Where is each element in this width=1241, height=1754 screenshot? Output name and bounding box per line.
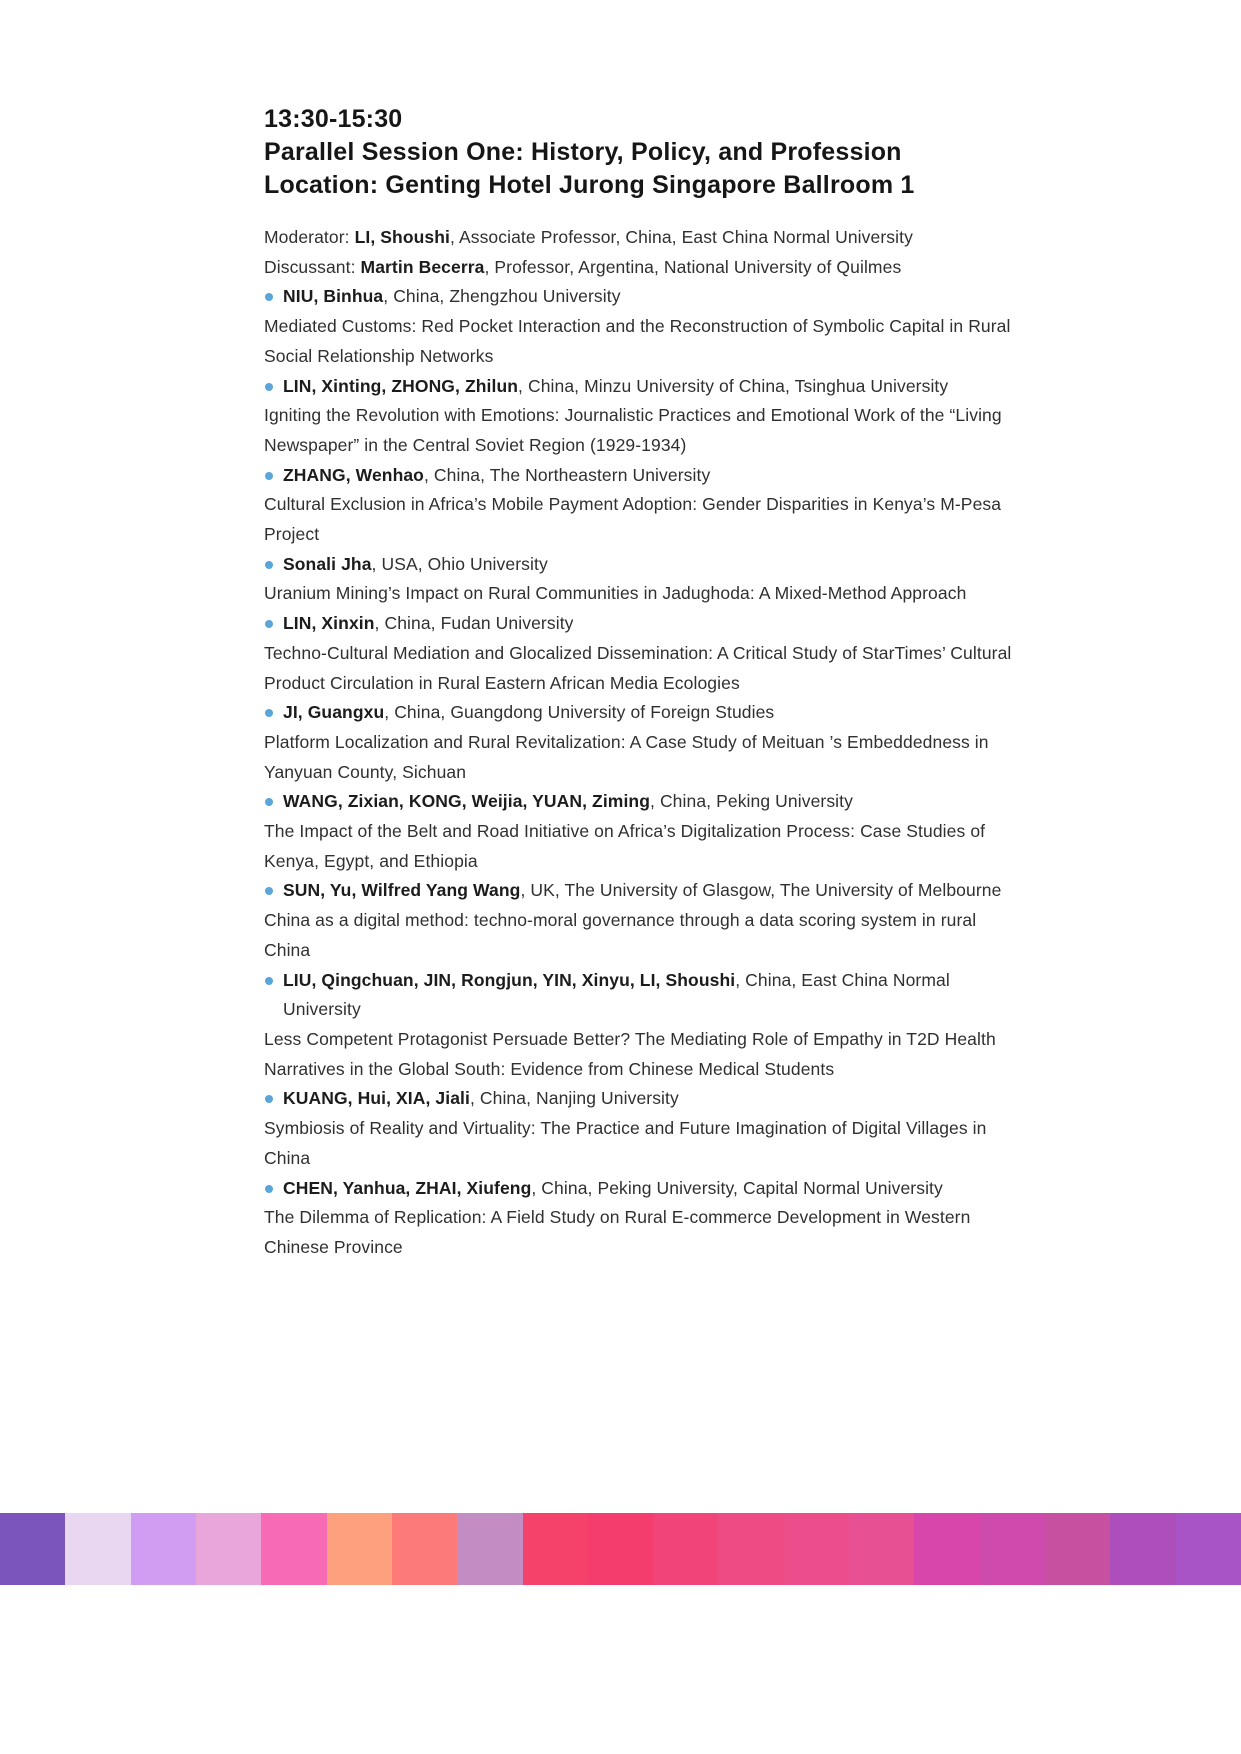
session-location: Location: Genting Hotel Jurong Singapore Ballroom 1 bbox=[264, 171, 915, 199]
presenter-line bbox=[264, 1174, 1012, 1204]
bullet-icon bbox=[265, 887, 273, 895]
paper-title: Platform Localization and Rural Revitalization: A Case Study of Meituan ’s Embeddedness in Yanyuan County, Sichuan bbox=[264, 731, 989, 782]
paper-title: Uranium Mining’s Impact on Rural Communities in Jadughoda: A Mixed-Method Approach bbox=[264, 583, 967, 604]
presenter-line bbox=[264, 1084, 1012, 1114]
presentation-entry bbox=[264, 1084, 1012, 1173]
presentation-entry bbox=[264, 876, 1012, 965]
presenter-affiliation: , China, Guangdong University of Foreign Studies bbox=[384, 702, 775, 723]
discussant-label: Discussant: bbox=[264, 256, 361, 277]
stripe-segment bbox=[523, 1513, 588, 1585]
bullet-icon bbox=[265, 472, 273, 480]
presentation-entry bbox=[264, 698, 1012, 787]
stripe-segment bbox=[131, 1513, 196, 1585]
presenter-line bbox=[264, 787, 1012, 817]
presenter-names: ZHANG, Wenhao bbox=[283, 464, 424, 485]
stripe-segment bbox=[588, 1513, 653, 1585]
presenter-affiliation: , China, Zhengzhou University bbox=[383, 286, 621, 307]
stripe-segment bbox=[392, 1513, 457, 1585]
paper-title: Mediated Customs: Red Pocket Interaction and the Reconstruction of Symbolic Capital in Rural Social Relationship Networks bbox=[264, 316, 1011, 366]
stripe-segment bbox=[327, 1513, 392, 1585]
moderator-details: , Associate Professor, China, East China Normal University bbox=[450, 227, 913, 247]
presenter-affiliation: , China, Peking University, Capital Normal University bbox=[531, 1177, 943, 1198]
presenter-line bbox=[264, 461, 1012, 491]
discussant-details: , Professor, Argentina, National University of Quilmes bbox=[484, 256, 902, 277]
stripe-segment bbox=[261, 1513, 326, 1585]
stripe-segment bbox=[1176, 1513, 1241, 1585]
bullet-icon bbox=[265, 561, 273, 569]
presenter-affiliation: , USA, Ohio University bbox=[371, 553, 548, 574]
presenter-names: LIN, Xinting, ZHONG, Zhilun bbox=[283, 375, 519, 396]
presentation-list bbox=[264, 282, 1012, 1262]
paper-title: Igniting the Revolution with Emotions: Journalistic Practices and Emotional Work of the “Living Newspaper” in the Central Soviet Region (1929-1934) bbox=[264, 405, 1002, 455]
presenter-line bbox=[264, 550, 1012, 580]
session-time: 13:30-15:30 bbox=[264, 105, 403, 133]
stripe-segment bbox=[784, 1513, 849, 1585]
presenter-names: JI, Guangxu bbox=[283, 702, 385, 723]
presenter-line bbox=[264, 966, 1012, 1025]
bullet-icon bbox=[265, 1185, 273, 1193]
bullet-icon bbox=[265, 620, 273, 628]
paper-title: The Dilemma of Replication: A Field Study on Rural E-commerce Development in Western Chinese Province bbox=[264, 1207, 971, 1257]
stripe-segment bbox=[1045, 1513, 1110, 1585]
presenter-names: LIN, Xinxin bbox=[283, 613, 375, 634]
presentation-entry bbox=[264, 372, 1012, 461]
bullet-icon bbox=[265, 798, 273, 806]
moderator-line bbox=[264, 223, 1012, 253]
presentation-entry bbox=[264, 609, 1012, 698]
presentation-entry bbox=[264, 1174, 1012, 1263]
paper-title: Less Competent Protagonist Persuade Better? The Mediating Role of Empathy in T2D Health Narratives in the Global South: Evidence from Chinese Medical Students bbox=[264, 1028, 996, 1079]
stripe-segment bbox=[65, 1513, 130, 1585]
presentation-entry bbox=[264, 966, 1012, 1085]
bullet-icon bbox=[265, 383, 273, 391]
presenter-affiliation: , UK, The University of Glasgow, The University of Melbourne bbox=[520, 880, 1002, 901]
session-body bbox=[264, 223, 1012, 1263]
stripe-segment bbox=[653, 1513, 718, 1585]
paper-title: Symbiosis of Reality and Virtuality: The Practice and Future Imagination of Digital Villages in China bbox=[264, 1118, 987, 1168]
paper-title: China as a digital method: techno-moral governance through a data scoring system in rural China bbox=[264, 910, 977, 960]
presenter-line bbox=[264, 876, 1012, 906]
session-block bbox=[264, 103, 1012, 1263]
presenter-line bbox=[264, 609, 1012, 639]
paper-title: Techno-Cultural Mediation and Glocalized Dissemination: A Critical Study of StarTimes’ Cultural Product Circulation in Rural Eastern African Media Ecologies bbox=[264, 642, 1012, 693]
session-header bbox=[264, 103, 1012, 202]
session-title: Parallel Session One: History, Policy, and Profession bbox=[264, 138, 902, 166]
bullet-icon bbox=[265, 293, 273, 301]
discussant-name: Martin Becerra bbox=[360, 256, 485, 277]
bullet-icon bbox=[265, 977, 273, 985]
stripe-segment bbox=[980, 1513, 1045, 1585]
presenter-names: WANG, Zixian, KONG, Weijia, YUAN, Ziming bbox=[283, 791, 651, 812]
presenter-affiliation: , China, The Northeastern University bbox=[423, 464, 711, 485]
paper-title: Cultural Exclusion in Africa’s Mobile Payment Adoption: Gender Disparities in Kenya’s M-Pesa Project bbox=[264, 494, 1002, 545]
stripe-segment bbox=[718, 1513, 783, 1585]
presenter-names: SUN, Yu, Wilfred Yang Wang bbox=[283, 880, 521, 901]
presenter-line bbox=[264, 698, 1012, 728]
presenter-affiliation: , China, Nanjing University bbox=[469, 1088, 679, 1109]
presentation-entry bbox=[264, 461, 1012, 550]
presenter-names: CHEN, Yanhua, ZHAI, Xiufeng bbox=[283, 1177, 532, 1198]
presentation-entry bbox=[264, 282, 1012, 371]
stripe-segment bbox=[849, 1513, 914, 1585]
discussant-line bbox=[264, 253, 1012, 283]
presentation-entry bbox=[264, 787, 1012, 876]
stripe-segment bbox=[196, 1513, 261, 1585]
presenter-line bbox=[264, 372, 1012, 402]
stripe-segment bbox=[457, 1513, 522, 1585]
presenter-names: Sonali Jha bbox=[283, 553, 372, 574]
presenter-affiliation: , China, Minzu University of China, Tsinghua University bbox=[518, 375, 949, 396]
presentation-entry bbox=[264, 550, 1012, 609]
stripe-segment bbox=[0, 1513, 65, 1585]
presenter-affiliation: , China, East China Normal University bbox=[283, 969, 950, 1020]
presenter-names: NIU, Binhua bbox=[283, 286, 384, 307]
presenter-names: KUANG, Hui, XIA, Jiali bbox=[283, 1088, 470, 1109]
moderator-name: LI, Shoushi bbox=[354, 227, 450, 247]
bullet-icon bbox=[265, 709, 273, 717]
stripe-segment bbox=[914, 1513, 979, 1585]
presenter-line bbox=[264, 282, 1012, 312]
moderator-label: Moderator: bbox=[264, 227, 355, 247]
bullet-icon bbox=[265, 1095, 273, 1103]
footer-color-stripe bbox=[0, 1513, 1241, 1585]
presenter-affiliation: , China, Peking University bbox=[650, 791, 853, 812]
presenter-names: LIU, Qingchuan, JIN, Rongjun, YIN, Xinyu, LI, Shoushi bbox=[283, 969, 736, 990]
presenter-affiliation: , China, Fudan University bbox=[374, 613, 574, 634]
paper-title: The Impact of the Belt and Road Initiative on Africa’s Digitalization Process: Case Studies of Kenya, Egypt, and Ethiopia bbox=[264, 821, 986, 871]
stripe-segment bbox=[1110, 1513, 1175, 1585]
